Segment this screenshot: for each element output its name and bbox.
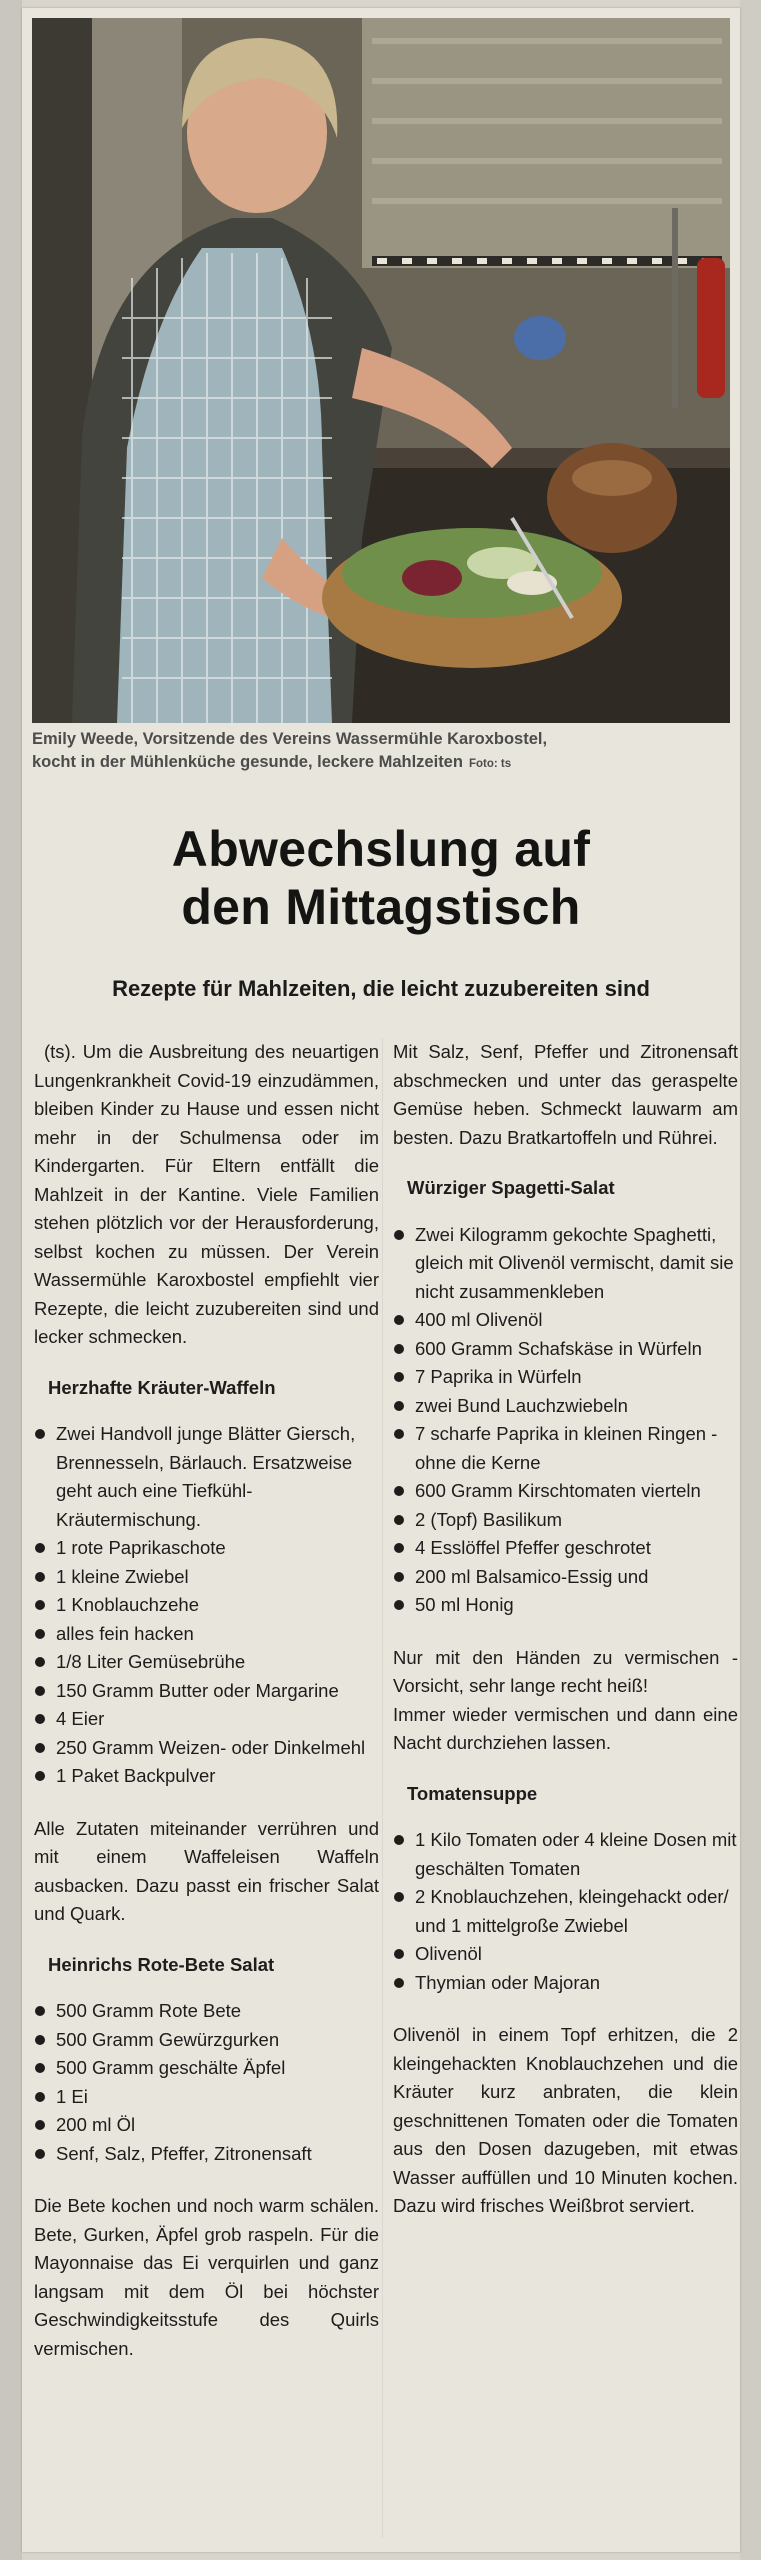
ingredient: 50 ml Honig: [393, 1591, 738, 1620]
headline-line-1: Abwechslung auf: [171, 821, 591, 877]
recipe-1-ingredients: [34, 1420, 379, 1791]
ingredient: 400 ml Olivenöl: [393, 1306, 738, 1335]
ingredient: 4 Eier: [34, 1705, 379, 1734]
recipe-3-instructions-part-2: Immer wieder vermischen und dann eine Nacht durchziehen lassen.: [393, 1703, 738, 1753]
ingredient: 600 Gramm Kirschtomaten vierteln: [393, 1477, 738, 1506]
article-photo: [32, 18, 730, 723]
column-left: [34, 1038, 379, 2363]
recipe-2-instructions-part-1: Die Bete kochen und noch warm schälen. Bete, Gurken, Äpfel grob raspeln. Für die Mayonnaise das Ei verquirlen und ganz langsam mit dem Öl bei höchster Geschwindigkeitsstufe des Quirls vermischen.: [34, 2195, 379, 2359]
ingredient: 2 Knoblauchzehen, kleingehackt oder/ und 1 mittelgroße Zwiebel: [393, 1883, 738, 1940]
recipe-1-instructions: Alle Zutaten miteinander verrühren und mit einem Waffeleisen Waffeln ausbacken. Dazu passt ein frischer Salat und Quark.: [34, 1817, 379, 1924]
ingredient: Olivenöl: [393, 1940, 738, 1969]
recipe-3-ingredients: [393, 1221, 738, 1620]
ingredient: 250 Gramm Weizen- oder Dinkelmehl: [34, 1734, 379, 1763]
ingredient: Zwei Kilogramm gekochte Spaghetti, gleich mit Olivenöl vermischt, damit sie nicht zusammenkleben: [393, 1221, 738, 1307]
photo-credit: Foto: ts: [468, 758, 512, 770]
ingredient: alles fein hacken: [34, 1620, 379, 1649]
recipe-1-title: Herzhafte Kräuter-Waffeln: [48, 1376, 276, 1398]
ingredient: 600 Gramm Schafskäse in Würfeln: [393, 1335, 738, 1364]
intro-paragraph: [34, 1038, 379, 1352]
newspaper-clipping: [22, 8, 740, 2552]
intro-text: (ts). Um die Ausbreitung des neuartigen Lungenkrankheit Covid-19 einzudämmen, bleiben Kinder zu Hause und essen nicht mehr in der Schulmensa oder im Kindergarten. Für Eltern entfällt die Mahlzeit in der Kantine. Viele Familien stehen plötzlich vor der Herausforderung, selbst kochen zu müssen. Der Verein Wassermühle Karoxbostel empfiehlt vier Rezepte, die leicht zuzubereiten sind und lecker schmecken.: [34, 1041, 379, 1347]
photo-caption: [32, 728, 730, 798]
ingredient: 1 Kilo Tomaten oder 4 kleine Dosen mit geschälten Tomaten: [393, 1826, 738, 1883]
ingredient: 500 Gramm Rote Bete: [34, 1997, 379, 2026]
recipe-2-instructions-part-2: Mit Salz, Senf, Pfeffer und Zitronensaft abschmecken und unter das geraspelte Gemüse heben. Schmeckt lauwarm am besten. Dazu Bratkartoffeln und Rührei.: [393, 1041, 738, 1148]
caption-line-2-text: kocht in der Mühlenküche gesunde, leckere Mahlzeiten: [32, 753, 463, 771]
ingredient: 1 Ei: [34, 2083, 379, 2112]
ingredient: Zwei Handvoll junge Blätter Giersch, Brennesseln, Bärlauch. Ersatzweise geht auch eine Tiefkühl-Kräutermischung.: [34, 1420, 379, 1534]
recipe-3-title: Würziger Spagetti-Salat: [407, 1177, 615, 1198]
recipe-3-instructions-part-1: Nur mit den Händen zu vermischen - Vorsicht, sehr lange recht heiß!: [393, 1646, 738, 1696]
recipe-4-ingredients: [393, 1826, 738, 1997]
ingredient: 1/8 Liter Gemüsebrühe: [34, 1648, 379, 1677]
ingredient: 1 kleine Zwiebel: [34, 1563, 379, 1592]
recipe-4-title: Tomatensuppe: [407, 1782, 538, 1804]
recipe-2-title: Heinrichs Rote-Bete Salat: [48, 1953, 275, 1975]
ingredient: Senf, Salz, Pfeffer, Zitronensaft: [34, 2140, 379, 2169]
ingredient: 7 Paprika in Würfeln: [393, 1363, 738, 1392]
headline: [22, 820, 740, 936]
ingredient: 150 Gramm Butter oder Margarine: [34, 1677, 379, 1706]
ingredient: 200 ml Öl: [34, 2111, 379, 2140]
ingredient: 200 ml Balsamico-Essig und: [393, 1563, 738, 1592]
caption-line-1: Emily Weede, Vorsitzende des Vereins Wassermühle Karoxbostel,: [32, 730, 548, 748]
ingredient: 7 scharfe Paprika in kleinen Ringen - ohne die Kerne: [393, 1420, 738, 1477]
ingredient: zwei Bund Lauchzwiebeln: [393, 1392, 738, 1421]
headline-line-2: den Mittagstisch: [181, 879, 581, 935]
ingredient: 1 rote Paprikaschote: [34, 1534, 379, 1563]
ingredient: 500 Gramm geschälte Äpfel: [34, 2054, 379, 2083]
recipe-4-instructions: Olivenöl in einem Topf erhitzen, die 2 kleingehackten Knoblauchzehen und die Kräuter kurz anbraten, die klein geschnittenen Tomaten oder die Tomaten aus den Dosen dazugeben, mit etwas Wasser auffüllen und 10 Minuten kochen. Dazu wird frisches Weißbrot serviert.: [393, 2024, 738, 2216]
ingredient: 2 (Topf) Basilikum: [393, 1506, 738, 1535]
page-edge-left: [0, 0, 22, 2560]
recipe-2-ingredients: [34, 1997, 379, 2168]
ingredient: 1 Paket Backpulver: [34, 1762, 379, 1791]
subheadline: Rezepte für Mahlzeiten, die leicht zuzubereiten sind: [112, 976, 650, 1001]
ingredient: Thymian oder Majoran: [393, 1969, 738, 1998]
ingredient: 4 Esslöffel Pfeffer geschrotet: [393, 1534, 738, 1563]
page-edge-right: [740, 0, 761, 2560]
caption-line-2: [32, 751, 730, 776]
ingredient: 1 Knoblauchzehe: [34, 1591, 379, 1620]
ingredient: 500 Gramm Gewürzgurken: [34, 2026, 379, 2055]
column-right: [393, 1038, 738, 2221]
column-divider: [382, 1038, 383, 2538]
